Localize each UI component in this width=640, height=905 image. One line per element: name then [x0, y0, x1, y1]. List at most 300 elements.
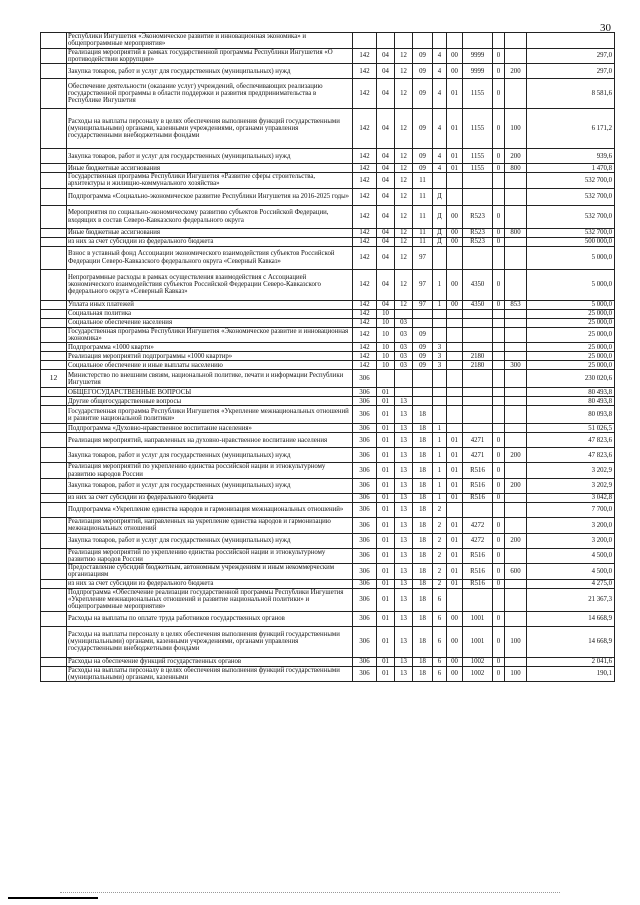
section-code-cell: 01: [377, 517, 395, 533]
program-code-cell: [413, 370, 433, 388]
ministry-code-cell: 306: [353, 657, 377, 666]
ministry-code-cell: 306: [353, 564, 377, 580]
event-code-cell: [447, 173, 463, 189]
row-number-cell: [41, 666, 67, 682]
event-code-cell: 01: [447, 433, 463, 448]
expense-type-cell: [505, 657, 527, 666]
program-code-cell: 09: [413, 48, 433, 64]
subprogram-code-cell: Д: [433, 237, 447, 246]
ministry-code-cell: 142: [353, 79, 377, 109]
section-code-cell: 04: [377, 48, 395, 64]
amount-cell: 500 000,0: [527, 237, 615, 246]
subsection-code-cell: 13: [395, 611, 413, 626]
program-code-cell: 09: [413, 79, 433, 109]
row-number-cell: [41, 478, 67, 493]
direction-code-cell: 4271: [463, 448, 493, 463]
row-number-cell: [41, 657, 67, 666]
ministry-code-cell: 142: [353, 318, 377, 327]
row-number-cell: 12: [41, 370, 67, 388]
direction-code-cell: [463, 370, 493, 388]
event-code-cell: 01: [447, 149, 463, 164]
direction-code-cell: R523: [463, 237, 493, 246]
table-row: [41, 397, 615, 406]
section-code-cell: 01: [377, 588, 395, 611]
event-code-cell: [447, 361, 463, 370]
section-code-cell: 01: [377, 424, 395, 433]
event-code-cell: 01: [447, 533, 463, 548]
expense-name-cell: Закупка товаров, работ и услуг для государственных (муниципальных) нужд: [67, 448, 353, 463]
subprogram-code-cell: 2: [433, 564, 447, 580]
event-code-cell: 01: [447, 448, 463, 463]
direction-suffix-cell: 0: [493, 300, 505, 309]
ministry-code-cell: 306: [353, 433, 377, 448]
amount-cell: 25 000,0: [527, 309, 615, 318]
direction-code-cell: 4350: [463, 300, 493, 309]
event-code-cell: 00: [447, 300, 463, 309]
ministry-code-cell: 142: [353, 48, 377, 64]
event-code-cell: 01: [447, 478, 463, 493]
direction-code-cell: R516: [463, 564, 493, 580]
row-number-cell: [41, 237, 67, 246]
direction-code-cell: [463, 397, 493, 406]
table-row: [41, 463, 615, 479]
section-code-cell: 01: [377, 502, 395, 517]
subprogram-code-cell: [433, 309, 447, 318]
direction-code-cell: 1001: [463, 626, 493, 657]
subprogram-code-cell: 3: [433, 352, 447, 361]
row-number-cell: [41, 309, 67, 318]
event-code-cell: 00: [447, 205, 463, 228]
direction-suffix-cell: 0: [493, 564, 505, 580]
subsection-code-cell: 13: [395, 493, 413, 502]
section-code-cell: 04: [377, 64, 395, 79]
expense-type-cell: 100: [505, 626, 527, 657]
expense-name-cell: ОБЩЕГОСУДАРСТВЕННЫЕ ВОПРОСЫ: [67, 388, 353, 397]
table-row: [41, 352, 615, 361]
expense-name-cell: из них за счет субсидии из федерального бюджета: [67, 579, 353, 588]
section-code-cell: 04: [377, 300, 395, 309]
amount-cell: 5 000,0: [527, 246, 615, 269]
subprogram-code-cell: Д: [433, 228, 447, 237]
section-code-cell: 04: [377, 269, 395, 300]
expense-name-cell: Иные бюджетные ассигнования: [67, 228, 353, 237]
ministry-code-cell: 306: [353, 666, 377, 682]
expense-name-cell: Расходы на выплаты персоналу в целях обеспечения выполнения функций государственными (муниципальными) органами, казенными учреждениями, органами управления государственными внебюджетными фондами: [67, 626, 353, 657]
section-code-cell: 01: [377, 406, 395, 424]
subsection-code-cell: 12: [395, 149, 413, 164]
ministry-code-cell: 142: [353, 361, 377, 370]
amount-cell: 47 823,6: [527, 433, 615, 448]
row-number-cell: [41, 397, 67, 406]
ministry-code-cell: 142: [353, 300, 377, 309]
subsection-code-cell: 12: [395, 269, 413, 300]
expense-name-cell: Обеспечение деятельности (оказание услуг) учреждений, обеспечивающих реализацию государственной программы в области поддержки и развития предпринимательства в Республике Ингушетия: [67, 79, 353, 109]
expense-type-cell: [505, 318, 527, 327]
direction-suffix-cell: 0: [493, 657, 505, 666]
ministry-code-cell: 142: [353, 205, 377, 228]
amount-cell: 6 171,2: [527, 109, 615, 149]
subsection-code-cell: 03: [395, 318, 413, 327]
row-number-cell: [41, 548, 67, 564]
direction-code-cell: 4271: [463, 433, 493, 448]
expense-type-cell: [505, 237, 527, 246]
ministry-code-cell: 306: [353, 478, 377, 493]
expense-name-cell: Мероприятия по социально-экономическому развитию субъектов Российской Федерации, входящих в состав Северо-Кавказского федерального округа: [67, 205, 353, 228]
ministry-code-cell: 142: [353, 343, 377, 352]
expense-name-cell: Социальное обеспечение и иные выплаты населению: [67, 361, 353, 370]
subsection-code-cell: 13: [395, 564, 413, 580]
ministry-code-cell: 142: [353, 64, 377, 79]
amount-cell: 532 700,0: [527, 205, 615, 228]
ministry-code-cell: 306: [353, 517, 377, 533]
ministry-code-cell: 142: [353, 269, 377, 300]
table-row: [41, 149, 615, 164]
expense-name-cell: Другие общегосударственные вопросы: [67, 397, 353, 406]
subprogram-code-cell: 2: [433, 548, 447, 564]
ministry-code-cell: 142: [353, 309, 377, 318]
expense-type-cell: [505, 611, 527, 626]
subprogram-code-cell: 1: [433, 448, 447, 463]
amount-cell: 25 000,0: [527, 343, 615, 352]
direction-code-cell: 1002: [463, 657, 493, 666]
expense-name-cell: Реализация мероприятий, направленных на укрепление единства народов и гармонизацию межнациональных отношений: [67, 517, 353, 533]
subprogram-code-cell: 2: [433, 579, 447, 588]
section-code-cell: 10: [377, 327, 395, 343]
section-code-cell: [377, 370, 395, 388]
program-code-cell: 09: [413, 149, 433, 164]
section-code-cell: 01: [377, 548, 395, 564]
direction-code-cell: [463, 246, 493, 269]
event-code-cell: 01: [447, 517, 463, 533]
direction-suffix-cell: 0: [493, 448, 505, 463]
expense-name-cell: Республики Ингушетия «Экономическое развитие и инновационная экономика» и общепрограммные мероприятия»: [67, 33, 353, 49]
subsection-code-cell: 13: [395, 424, 413, 433]
row-number-cell: [41, 533, 67, 548]
table-row: [41, 388, 615, 397]
amount-cell: 4 275,0: [527, 579, 615, 588]
expense-name-cell: Реализация мероприятий, направленных на духовно-нравственное воспитание населения: [67, 433, 353, 448]
direction-suffix-cell: 0: [493, 433, 505, 448]
section-code-cell: 04: [377, 164, 395, 173]
section-code-cell: 01: [377, 611, 395, 626]
section-code-cell: 01: [377, 388, 395, 397]
subsection-code-cell: 13: [395, 666, 413, 682]
page-number: 30: [600, 22, 611, 34]
direction-suffix-cell: 0: [493, 611, 505, 626]
footer-dotted-line: [60, 892, 560, 893]
direction-code-cell: [463, 502, 493, 517]
expense-type-cell: [505, 205, 527, 228]
program-code-cell: 18: [413, 517, 433, 533]
ministry-code-cell: 306: [353, 388, 377, 397]
subsection-code-cell: 12: [395, 188, 413, 205]
row-number-cell: [41, 493, 67, 502]
direction-suffix-cell: [493, 588, 505, 611]
event-code-cell: 01: [447, 493, 463, 502]
row-number-cell: [41, 300, 67, 309]
direction-suffix-cell: 0: [493, 626, 505, 657]
amount-cell: 5 000,0: [527, 300, 615, 309]
table-row: [41, 64, 615, 79]
program-code-cell: 18: [413, 657, 433, 666]
amount-cell: 3 200,0: [527, 533, 615, 548]
program-code-cell: 09: [413, 343, 433, 352]
expense-type-cell: [505, 579, 527, 588]
table-row: [41, 300, 615, 309]
direction-suffix-cell: [493, 361, 505, 370]
subprogram-code-cell: [433, 246, 447, 269]
budget-table-container: [40, 32, 614, 682]
expense-name-cell: Подпрограмма «Социально-экономическое развитие Республики Ингушетия на 2016-2025 годы»: [67, 188, 353, 205]
subsection-code-cell: 12: [395, 164, 413, 173]
direction-suffix-cell: 0: [493, 666, 505, 682]
expense-name-cell: Подпрограмма «Обеспечение реализации государственной программы Республики Ингушетия «Укрепление межнациональных отношений и развитие национальной политики» и общепрограммные мероприятия»: [67, 588, 353, 611]
expense-name-cell: Реализация мероприятий по укреплению единства российской нации и этнокультурному развитию народов России: [67, 463, 353, 479]
subprogram-code-cell: 4: [433, 149, 447, 164]
event-code-cell: 01: [447, 564, 463, 580]
section-code-cell: 01: [377, 397, 395, 406]
expense-name-cell: Закупка товаров, работ и услуг для государственных (муниципальных) нужд: [67, 149, 353, 164]
subsection-code-cell: 12: [395, 300, 413, 309]
section-code-cell: 01: [377, 463, 395, 479]
expense-type-cell: [505, 246, 527, 269]
table-row: [41, 318, 615, 327]
program-code-cell: 18: [413, 579, 433, 588]
direction-code-cell: R516: [463, 579, 493, 588]
subprogram-code-cell: 6: [433, 588, 447, 611]
section-code-cell: 01: [377, 493, 395, 502]
direction-code-cell: 1002: [463, 666, 493, 682]
direction-code-cell: R523: [463, 228, 493, 237]
row-number-cell: [41, 79, 67, 109]
expense-type-cell: [505, 173, 527, 189]
subsection-code-cell: 13: [395, 448, 413, 463]
direction-code-cell: 1155: [463, 149, 493, 164]
ministry-code-cell: 306: [353, 579, 377, 588]
amount-cell: 2 041,6: [527, 657, 615, 666]
event-code-cell: 00: [447, 64, 463, 79]
amount-cell: 51 026,5: [527, 424, 615, 433]
subsection-code-cell: 03: [395, 327, 413, 343]
section-code-cell: 01: [377, 657, 395, 666]
expense-name-cell: Подпрограмма «1000 кварти»: [67, 343, 353, 352]
event-code-cell: [447, 588, 463, 611]
direction-suffix-cell: [493, 397, 505, 406]
amount-cell: 230 020,6: [527, 370, 615, 388]
direction-code-cell: [463, 309, 493, 318]
subprogram-code-cell: 6: [433, 626, 447, 657]
expense-name-cell: Реализация мероприятий по укреплению единства российской нации и этнокультурному развитию народов России: [67, 548, 353, 564]
section-code-cell: 04: [377, 109, 395, 149]
amount-cell: 25 000,0: [527, 352, 615, 361]
direction-suffix-cell: [493, 343, 505, 352]
expense-name-cell: Реализация мероприятий в рамках государственной программы Республики Ингушетия «О противодействии коррупции»: [67, 48, 353, 64]
direction-suffix-cell: 0: [493, 109, 505, 149]
amount-cell: 3 200,0: [527, 517, 615, 533]
table-row: [41, 370, 615, 388]
event-code-cell: 01: [447, 548, 463, 564]
ministry-code-cell: 306: [353, 548, 377, 564]
program-code-cell: 18: [413, 448, 433, 463]
expense-type-cell: [505, 502, 527, 517]
expense-type-cell: [505, 79, 527, 109]
table-row: [41, 228, 615, 237]
amount-cell: 4 500,0: [527, 564, 615, 580]
subprogram-code-cell: 2: [433, 502, 447, 517]
ministry-code-cell: 142: [353, 164, 377, 173]
direction-suffix-cell: [493, 327, 505, 343]
direction-suffix-cell: 0: [493, 237, 505, 246]
table-row: [41, 588, 615, 611]
table-row: [41, 666, 615, 682]
expense-name-cell: Подпрограмма «Духовно-нравственное воспитание населения»: [67, 424, 353, 433]
row-number-cell: [41, 33, 67, 49]
direction-code-cell: [463, 327, 493, 343]
expense-type-cell: [505, 548, 527, 564]
expense-type-cell: [505, 463, 527, 479]
program-code-cell: 09: [413, 361, 433, 370]
direction-code-cell: [463, 424, 493, 433]
section-code-cell: 04: [377, 205, 395, 228]
subsection-code-cell: 03: [395, 352, 413, 361]
table-row: [41, 502, 615, 517]
expense-name-cell: Предоставление субсидий бюджетным, автономным учреждениям и иным некоммерческим организациям: [67, 564, 353, 580]
table-row: [41, 533, 615, 548]
expense-name-cell: Государственная программа Республики Ингушетия «Развитие сферы строительства, архитектуры и жилищно-коммунального хозяйства»: [67, 173, 353, 189]
direction-suffix-cell: [493, 388, 505, 397]
ministry-code-cell: 306: [353, 448, 377, 463]
row-number-cell: [41, 579, 67, 588]
subprogram-code-cell: 1: [433, 433, 447, 448]
program-code-cell: [413, 388, 433, 397]
direction-code-cell: 1155: [463, 164, 493, 173]
row-number-cell: [41, 269, 67, 300]
direction-code-cell: 1155: [463, 79, 493, 109]
expense-type-cell: [505, 309, 527, 318]
row-number-cell: [41, 188, 67, 205]
amount-cell: 5 000,0: [527, 269, 615, 300]
amount-cell: 939,6: [527, 149, 615, 164]
table-row: [41, 478, 615, 493]
expense-type-cell: [505, 352, 527, 361]
subsection-code-cell: [395, 370, 413, 388]
program-code-cell: 09: [413, 109, 433, 149]
expense-name-cell: Расходы на выплаты персоналу в целях обеспечения выполнения функций государственными (муниципальными) органами, казенными учреждениями, органами управления государственными внебюджетными фондами: [67, 109, 353, 149]
budget-table: [40, 32, 615, 682]
expense-type-cell: [505, 397, 527, 406]
subsection-code-cell: 12: [395, 48, 413, 64]
direction-suffix-cell: [493, 309, 505, 318]
subprogram-code-cell: 6: [433, 657, 447, 666]
direction-code-cell: [463, 188, 493, 205]
event-code-cell: 01: [447, 79, 463, 109]
expense-type-cell: [505, 327, 527, 343]
row-number-cell: [41, 343, 67, 352]
program-code-cell: 18: [413, 564, 433, 580]
expense-type-cell: [505, 48, 527, 64]
expense-name-cell: Государственная программа Республики Ингушетия «Укрепление межнациональных отношений и развитие национальной политики»: [67, 406, 353, 424]
expense-type-cell: 200: [505, 64, 527, 79]
program-code-cell: 11: [413, 173, 433, 189]
ministry-code-cell: 142: [353, 352, 377, 361]
subsection-code-cell: 13: [395, 397, 413, 406]
program-code-cell: 18: [413, 493, 433, 502]
program-code-cell: 97: [413, 246, 433, 269]
subprogram-code-cell: [433, 370, 447, 388]
section-code-cell: [377, 33, 395, 49]
direction-suffix-cell: [493, 188, 505, 205]
program-code-cell: 11: [413, 188, 433, 205]
direction-code-cell: 1155: [463, 109, 493, 149]
amount-cell: 190,1: [527, 666, 615, 682]
event-code-cell: 00: [447, 237, 463, 246]
direction-suffix-cell: 0: [493, 64, 505, 79]
section-code-cell: 01: [377, 666, 395, 682]
direction-suffix-cell: [493, 370, 505, 388]
subprogram-code-cell: 6: [433, 666, 447, 682]
expense-name-cell: Взнос в уставный фонд Ассоциации экономического взаимодействия субъектов Российской Федерации Северо-Кавказского федерального округа «Северный Кавказ»: [67, 246, 353, 269]
row-number-cell: [41, 64, 67, 79]
program-code-cell: 09: [413, 352, 433, 361]
direction-code-cell: 4272: [463, 533, 493, 548]
section-code-cell: 01: [377, 433, 395, 448]
subprogram-code-cell: [433, 318, 447, 327]
subsection-code-cell: 03: [395, 361, 413, 370]
table-row: [41, 246, 615, 269]
table-row: [41, 79, 615, 109]
program-code-cell: 18: [413, 588, 433, 611]
row-number-cell: [41, 149, 67, 164]
program-code-cell: [413, 33, 433, 49]
ministry-code-cell: 142: [353, 246, 377, 269]
subsection-code-cell: [395, 309, 413, 318]
ministry-code-cell: 306: [353, 397, 377, 406]
expense-name-cell: Закупка товаров, работ и услуг для государственных (муниципальных) нужд: [67, 478, 353, 493]
event-code-cell: [447, 388, 463, 397]
row-number-cell: [41, 626, 67, 657]
amount-cell: 297,0: [527, 48, 615, 64]
event-code-cell: [447, 352, 463, 361]
subprogram-code-cell: 4: [433, 164, 447, 173]
expense-type-cell: [505, 588, 527, 611]
amount-cell: 3 042,8: [527, 493, 615, 502]
amount-cell: 80 093,8: [527, 406, 615, 424]
subprogram-code-cell: 1: [433, 478, 447, 493]
expense-name-cell: Закупка товаров, работ и услуг для государственных (муниципальных) нужд: [67, 533, 353, 548]
event-code-cell: [447, 397, 463, 406]
subprogram-code-cell: 4: [433, 109, 447, 149]
subsection-code-cell: 13: [395, 626, 413, 657]
direction-code-cell: [463, 318, 493, 327]
row-number-cell: [41, 406, 67, 424]
subprogram-code-cell: [433, 33, 447, 49]
ministry-code-cell: 142: [353, 228, 377, 237]
event-code-cell: 00: [447, 611, 463, 626]
row-number-cell: [41, 361, 67, 370]
expense-name-cell: Подпрограмма «Укрепление единства народов и гармонизация межнациональных отношений»: [67, 502, 353, 517]
direction-code-cell: 2180: [463, 352, 493, 361]
subprogram-code-cell: [433, 173, 447, 189]
event-code-cell: [447, 318, 463, 327]
row-number-cell: [41, 588, 67, 611]
subsection-code-cell: 03: [395, 343, 413, 352]
expense-type-cell: [505, 424, 527, 433]
event-code-cell: [447, 343, 463, 352]
amount-cell: 21 367,3: [527, 588, 615, 611]
expense-type-cell: [505, 493, 527, 502]
amount-cell: 25 000,0: [527, 327, 615, 343]
row-number-cell: [41, 517, 67, 533]
